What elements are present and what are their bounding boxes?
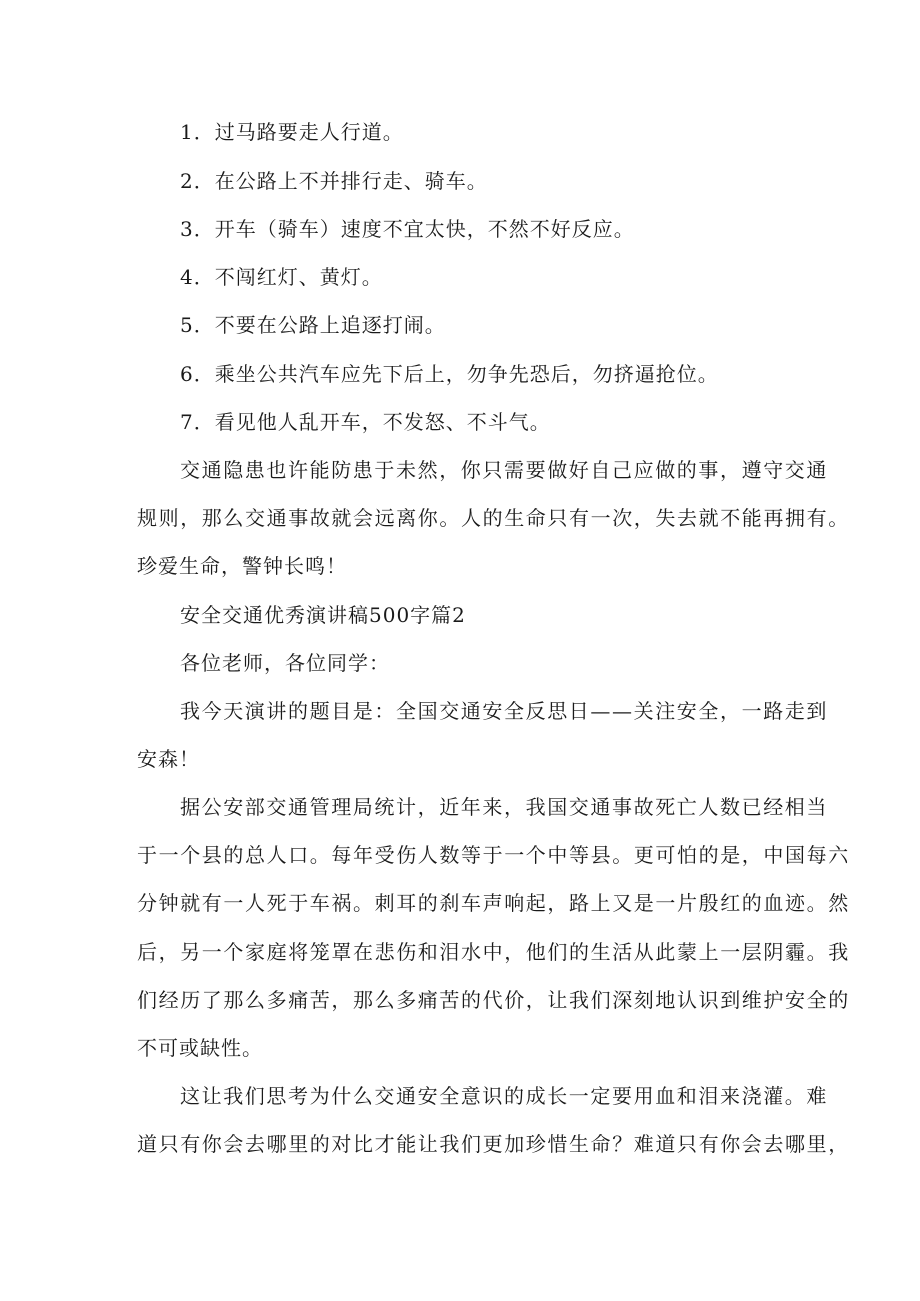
paragraph-line: 道只有你会去哪里的对比才能让我们更加珍惜生命？难道只有你会去哪里， [137,1132,850,1156]
paragraph-line: 这让我们思考为什么交通安全意识的成长一定要用血和泪来浇灌。难 [180,1084,828,1108]
paragraph-line: 分钟就有一人死于车祸。刺耳的刹车声响起，路上又是一片殷红的血迹。然 [137,891,850,915]
paragraph-line: 不可或缺性。 [137,1036,263,1060]
paragraph-line: 据公安部交通管理局统计，近年来，我国交通事故死亡人数已经相当 [180,795,828,819]
paragraph-line: 于一个县的总人口。每年受伤人数等于一个中等县。更可怕的是，中国每六 [137,843,850,867]
list-item: 6．乘坐公共汽车应先下后上，勿争先恐后，勿挤逼抢位。 [180,362,719,386]
paragraph-line: 我今天演讲的题目是：全国交通安全反思日——关注安全，一路走到 [180,699,828,723]
section-heading: 安全交通优秀演讲稿500字篇2 [180,603,466,627]
paragraph-line: 后，另一个家庭将笼罩在悲伤和泪水中，他们的生活从此蒙上一层阴霾。我 [137,940,850,964]
paragraph-line: 们经历了那么多痛苦，那么多痛苦的代价，让我们深刻地认识到维护安全的 [137,988,850,1012]
list-item: 1．过马路要走人行道。 [180,120,404,144]
list-item: 7．看见他人乱开车，不发怒、不斗气。 [180,410,551,434]
list-item: 4．不闯红灯、黄灯。 [180,265,383,289]
paragraph-line: 交通隐患也许能防患于未然，你只需要做好自己应做的事，遵守交通 [180,458,828,482]
salutation: 各位老师，各位同学： [180,651,390,675]
paragraph-line: 珍爱生命，警钟长鸣！ [137,554,347,578]
paragraph-line: 安森！ [137,747,200,771]
list-item: 2．在公路上不并排行走、骑车。 [180,169,488,193]
paragraph-line: 规则，那么交通事故就会远离你。人的生命只有一次，失去就不能再拥有。 [137,506,850,530]
list-item: 3．开车（骑车）速度不宜太快，不然不好反应。 [180,217,635,241]
list-item: 5．不要在公路上追逐打闹。 [180,313,446,337]
